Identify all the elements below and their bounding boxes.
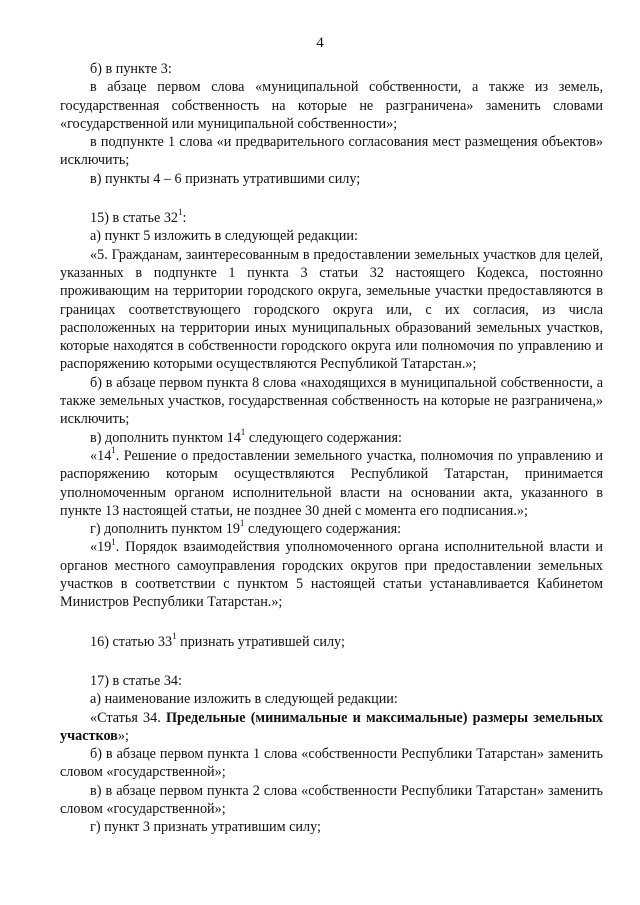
superscript: 1 <box>111 536 116 547</box>
superscript: 1 <box>172 630 177 641</box>
superscript: 1 <box>239 518 245 529</box>
paragraph: а) пункт 5 изложить в следующей редакции: <box>90 228 358 245</box>
paragraph-text: 16) статью 33 <box>90 633 173 650</box>
paragraph: б) в абзаце первом пункта 1 слова «собственности Республики Татарстан» заменить словом «государственной»; <box>60 746 603 781</box>
paragraph: б) в пункте 3: <box>90 61 172 77</box>
paragraph: г) пункт 3 признать утратившим силу; <box>90 819 321 836</box>
paragraph <box>60 520 603 538</box>
paragraph-gap <box>60 188 603 209</box>
paragraph: б) в абзаце первом пункта 8 слова «находящихся в муниципальной собственности, а также земельных участков, государственная собственность на которые не разграничена,» исключить; <box>60 374 603 428</box>
paragraph-text: . Порядок взаимодействия уполномоченного органа исполнительной власти и органов местного самоуправления городских округов при предоставлении земельных участков в соответствии с пунктом 5 настоящей статьи устанавливается Кабинетом Министров Республики Татарстан.»; <box>60 539 603 611</box>
paragraph-text: следующего содержания: <box>244 521 402 538</box>
paragraph-text: г) дополнить пунктом 19 <box>90 521 240 538</box>
paragraph: в абзаце первом слова «муниципальной собственности, а также из земель, государственная собственность на которые не разграничена» заменить словами «государственной или муниципальной собственности»; <box>60 79 603 132</box>
paragraph <box>60 209 603 227</box>
paragraph-text: «19 <box>90 539 112 556</box>
paragraph: в) в абзаце первом пункта 2 слова «собственности Республики Татарстан» заменить словом «государственной»; <box>60 782 603 817</box>
paragraph <box>60 447 603 520</box>
paragraph: в подпункте 1 слова «и предварительного согласования мест размещения объектов» исключить; <box>60 134 603 169</box>
page-number: 4 <box>316 35 324 51</box>
paragraph: а) наименование изложить в следующей редакции: <box>90 691 398 708</box>
paragraph-text: в) дополнить пунктом 14 <box>90 429 241 446</box>
superscript: 1 <box>178 207 183 218</box>
paragraph <box>60 426 603 447</box>
paragraph <box>60 630 603 651</box>
paragraph: в) пункты 4 – 6 признать утратившими силу; <box>90 170 361 187</box>
superscript: 1 <box>111 445 116 456</box>
paragraph-text: следующего содержания: <box>245 429 402 446</box>
paragraph-gap <box>60 612 603 633</box>
document-body <box>60 60 603 837</box>
paragraph-text: »; <box>117 727 129 744</box>
paragraph-text: «Статья 34. <box>90 709 166 726</box>
paragraph-text: . Решение о предоставлении земельного участка, полномочия по управлению и распоряжению которым осуществляются Республикой Татарстан, принимается уполномоченным органом исполнительной власти на основании акта, указанного в пункте 13 настоящей статьи, не позднее 30 дней с момента его подписания.»; <box>60 447 603 519</box>
paragraph <box>60 538 603 611</box>
bold-heading-text: Предельные (минимальные и максимальные) размеры земельных участков <box>60 709 603 744</box>
superscript: 1 <box>240 426 246 437</box>
paragraph-text: признать утратившей силу; <box>176 633 345 650</box>
paragraph-text: 15) в статье 32 <box>90 210 179 227</box>
paragraph: «5. Гражданам, заинтересованным в предоставлении земельных участков для целей, указанных в подпункте 1 пункта 3 статьи 32 настоящего Кодекса, постоянно проживающим на территории городского округа, земельные участки предоставляются в границах соответствующего городского округа или, с их согласия, из числа расположенных на территории иных муниципальных образований земельных участков, которые находятся в собственности городского округа или полномочия по управлению и распоряжению которыми осуществляются Республикой Татарстан.»; <box>60 246 603 373</box>
paragraph-text: : <box>182 210 187 227</box>
paragraph: 17) в статье 34: <box>90 672 182 689</box>
paragraph-text: «14 <box>90 447 112 464</box>
paragraph <box>60 709 603 746</box>
paragraph-gap <box>60 651 603 672</box>
